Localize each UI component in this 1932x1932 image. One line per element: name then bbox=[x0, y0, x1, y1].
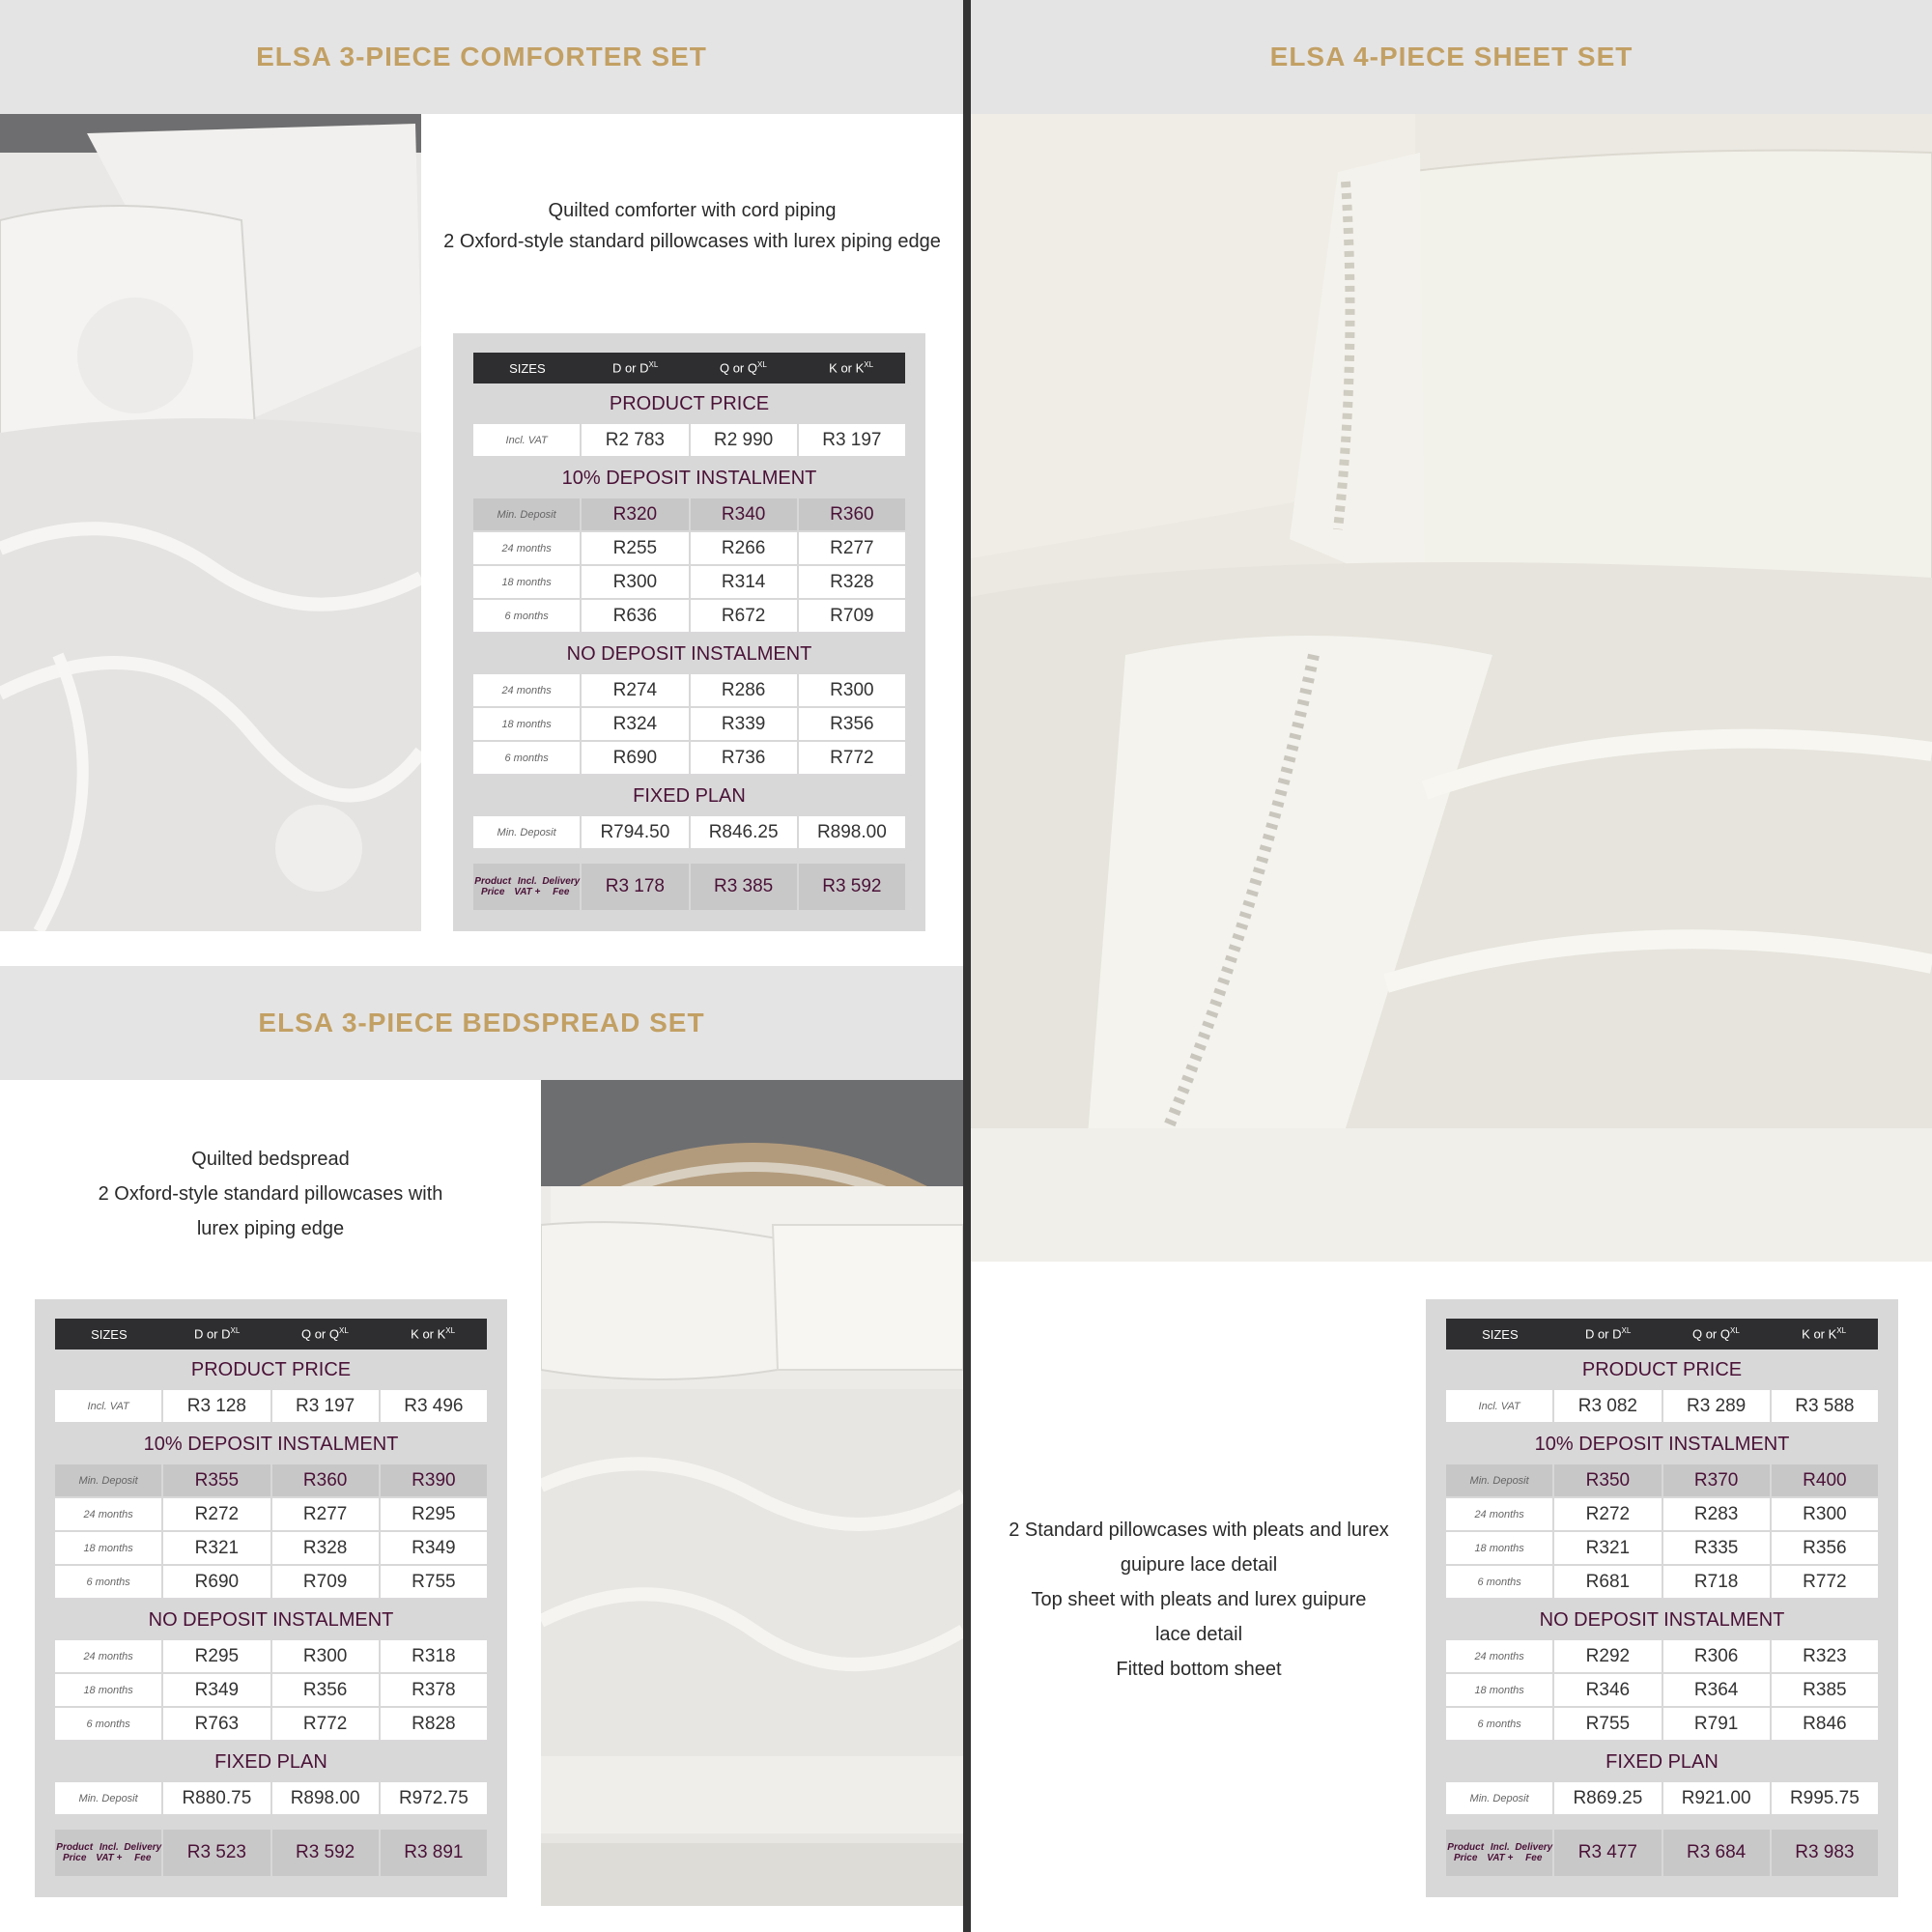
king-size-header-text: K or K bbox=[1802, 1326, 1837, 1342]
row-label: 18 months bbox=[1446, 1674, 1552, 1708]
price-cell: R356 bbox=[272, 1674, 379, 1708]
deposit-6-months-row bbox=[1446, 1566, 1878, 1600]
queen-size-header-text: Q or Q bbox=[300, 1326, 339, 1342]
price-cell: R370 bbox=[1663, 1464, 1770, 1498]
row-label: Min. Deposit bbox=[1446, 1464, 1552, 1498]
price-cell: R318 bbox=[381, 1640, 487, 1674]
no-deposit-18-months-row bbox=[55, 1674, 487, 1708]
king-size-header bbox=[1770, 1326, 1878, 1341]
total-price-cell: R3 385 bbox=[691, 864, 797, 910]
xl-superscript: XL bbox=[1836, 1326, 1847, 1336]
row-label: 24 months bbox=[473, 532, 580, 566]
price-cell: R349 bbox=[381, 1532, 487, 1566]
description-line: 2 Standard pillowcases with pleats and lurex bbox=[1009, 1520, 1389, 1541]
description-line: 2 Oxford-style standard pillowcases with lurex piping edge bbox=[443, 231, 941, 252]
total-price-cell: R3 178 bbox=[582, 864, 688, 910]
total-price-label bbox=[55, 1830, 161, 1876]
bedspread-title-band bbox=[0, 966, 963, 1080]
queen-size-header-text: Q or Q bbox=[719, 360, 757, 376]
price-cell: R355 bbox=[163, 1464, 270, 1498]
total-price-cell: R3 523 bbox=[163, 1830, 270, 1876]
king-size-header-text: K or K bbox=[411, 1326, 446, 1342]
price-cell: R2 990 bbox=[691, 424, 797, 458]
price-cell: R364 bbox=[1663, 1674, 1770, 1708]
row-label: 18 months bbox=[55, 1532, 161, 1566]
double-size-header-text: D or D bbox=[611, 360, 649, 376]
deposit-instalment-heading: 10% DEPOSIT INSTALMENT bbox=[143, 1433, 399, 1455]
row-label: Incl. VAT bbox=[55, 1390, 161, 1424]
xl-superscript: XL bbox=[445, 1326, 456, 1336]
deposit-instalment-heading: 10% DEPOSIT INSTALMENT bbox=[1534, 1433, 1790, 1455]
double-size-header bbox=[1554, 1326, 1662, 1341]
price-cell: R356 bbox=[1772, 1532, 1878, 1566]
bedspread-price-table bbox=[35, 1299, 507, 1897]
price-cell: R339 bbox=[691, 708, 797, 742]
price-cell: R3 496 bbox=[381, 1390, 487, 1424]
incl-vat-row bbox=[473, 424, 905, 458]
price-cell: R328 bbox=[272, 1532, 379, 1566]
product-price-heading: PRODUCT PRICE bbox=[1581, 1358, 1743, 1380]
comforter-price-table bbox=[453, 333, 925, 931]
no-deposit-instalment-heading: NO DEPOSIT INSTALMENT bbox=[566, 642, 812, 665]
price-cell: R286 bbox=[691, 674, 797, 708]
row-label: Incl. VAT bbox=[473, 424, 580, 458]
row-label: 18 months bbox=[473, 708, 580, 742]
total-price-label bbox=[1446, 1830, 1552, 1876]
xl-superscript: XL bbox=[648, 360, 659, 370]
comforter-title: ELSA 3-PIECE COMFORTER SET bbox=[256, 42, 707, 71]
price-cell: R295 bbox=[381, 1498, 487, 1532]
price-cell: R681 bbox=[1554, 1566, 1661, 1600]
description-line: Top sheet with pleats and lurex guipure bbox=[1031, 1589, 1367, 1610]
incl-vat-row bbox=[1446, 1390, 1878, 1424]
xl-superscript: XL bbox=[1621, 1326, 1632, 1336]
price-cell: R755 bbox=[1554, 1708, 1661, 1742]
price-cell: R340 bbox=[691, 498, 797, 532]
price-cell: R718 bbox=[1663, 1566, 1770, 1600]
no-deposit-instalment-heading: NO DEPOSIT INSTALMENT bbox=[1539, 1608, 1785, 1631]
price-cell: R324 bbox=[582, 708, 688, 742]
price-cell: R755 bbox=[381, 1566, 487, 1600]
deposit-instalment-heading: 10% DEPOSIT INSTALMENT bbox=[561, 467, 817, 489]
king-size-header-text: K or K bbox=[829, 360, 865, 376]
description-line: Fitted bottom sheet bbox=[1116, 1659, 1282, 1680]
product-price-heading: PRODUCT PRICE bbox=[609, 392, 770, 414]
price-cell: R772 bbox=[272, 1708, 379, 1742]
price-cell: R300 bbox=[272, 1640, 379, 1674]
total-price-label bbox=[473, 864, 580, 910]
bedspread-title: ELSA 3-PIECE BEDSPREAD SET bbox=[258, 1008, 705, 1037]
price-cell: R690 bbox=[163, 1566, 270, 1600]
no-deposit-6-months-row bbox=[55, 1708, 487, 1742]
sheet-price-table bbox=[1426, 1299, 1898, 1897]
queen-size-header bbox=[271, 1326, 380, 1341]
price-cell: R772 bbox=[1772, 1566, 1878, 1600]
price-cell: R880.75 bbox=[163, 1782, 270, 1816]
total-label-line: Product Price bbox=[474, 876, 512, 897]
total-label-line: Product Price bbox=[1447, 1842, 1485, 1863]
price-cell: R390 bbox=[381, 1464, 487, 1498]
price-cell: R272 bbox=[1554, 1498, 1661, 1532]
price-cell: R306 bbox=[1663, 1640, 1770, 1674]
row-label: Min. Deposit bbox=[473, 498, 580, 532]
price-cell: R772 bbox=[799, 742, 905, 776]
price-cell: R3 197 bbox=[272, 1390, 379, 1424]
sheet-title: ELSA 4-PIECE SHEET SET bbox=[1269, 42, 1634, 71]
fixed-plan-row bbox=[1446, 1782, 1878, 1816]
fixed-plan-heading: FIXED PLAN bbox=[633, 784, 746, 807]
row-label: Min. Deposit bbox=[55, 1782, 161, 1816]
price-cell: R335 bbox=[1663, 1532, 1770, 1566]
total-label-line: Delivery Fee bbox=[542, 876, 581, 897]
price-cell: R292 bbox=[1554, 1640, 1661, 1674]
fixed-plan-heading: FIXED PLAN bbox=[214, 1750, 327, 1773]
comforter-photo bbox=[0, 114, 421, 931]
fixed-plan-row bbox=[473, 816, 905, 850]
total-label-line: Incl. VAT + bbox=[96, 1842, 123, 1863]
price-cell: R690 bbox=[582, 742, 688, 776]
deposit-18-months-row bbox=[1446, 1532, 1878, 1566]
xl-superscript: XL bbox=[230, 1326, 241, 1336]
price-cell: R328 bbox=[799, 566, 905, 600]
min-deposit-row bbox=[1446, 1464, 1878, 1498]
price-cell: R274 bbox=[582, 674, 688, 708]
row-label: 24 months bbox=[55, 1498, 161, 1532]
price-cell: R349 bbox=[163, 1674, 270, 1708]
price-cell: R321 bbox=[1554, 1532, 1661, 1566]
double-size-header bbox=[163, 1326, 271, 1341]
row-label: 6 months bbox=[55, 1708, 161, 1742]
price-cell: R972.75 bbox=[381, 1782, 487, 1816]
sheet-title-band bbox=[971, 0, 1932, 114]
center-divider bbox=[963, 0, 971, 1932]
sheet-photo bbox=[971, 114, 1932, 1262]
price-cell: R869.25 bbox=[1554, 1782, 1661, 1816]
price-cell: R3 082 bbox=[1554, 1390, 1661, 1424]
xl-superscript: XL bbox=[756, 360, 767, 370]
price-cell: R385 bbox=[1772, 1674, 1878, 1708]
row-label: 6 months bbox=[473, 742, 580, 776]
total-price-cell: R3 592 bbox=[799, 864, 905, 910]
row-label: 6 months bbox=[55, 1566, 161, 1600]
deposit-24-months-row bbox=[1446, 1498, 1878, 1532]
price-cell: R255 bbox=[582, 532, 688, 566]
deposit-18-months-row bbox=[473, 566, 905, 600]
price-cell: R2 783 bbox=[582, 424, 688, 458]
comforter-title-band bbox=[0, 0, 963, 114]
price-cell: R277 bbox=[799, 532, 905, 566]
sizes-header-text: SIZES bbox=[1482, 1326, 1519, 1342]
total-label-line: Incl. VAT + bbox=[514, 876, 541, 897]
price-cell: R272 bbox=[163, 1498, 270, 1532]
fixed-plan-heading: FIXED PLAN bbox=[1605, 1750, 1719, 1773]
row-label: Min. Deposit bbox=[1446, 1782, 1552, 1816]
deposit-18-months-row bbox=[55, 1532, 487, 1566]
price-cell: R266 bbox=[691, 532, 797, 566]
queen-size-header bbox=[1662, 1326, 1771, 1341]
price-cell: R360 bbox=[799, 498, 905, 532]
price-cell: R378 bbox=[381, 1674, 487, 1708]
total-price-row bbox=[473, 864, 905, 910]
total-label-line: Incl. VAT + bbox=[1487, 1842, 1514, 1863]
row-label: Incl. VAT bbox=[1446, 1390, 1552, 1424]
price-cell: R300 bbox=[1772, 1498, 1878, 1532]
no-deposit-18-months-row bbox=[1446, 1674, 1878, 1708]
price-cell: R763 bbox=[163, 1708, 270, 1742]
no-deposit-instalment-heading: NO DEPOSIT INSTALMENT bbox=[148, 1608, 394, 1631]
description-line: Quilted bedspread bbox=[191, 1149, 350, 1170]
double-size-header-text: D or D bbox=[193, 1326, 231, 1342]
price-cell: R921.00 bbox=[1663, 1782, 1770, 1816]
row-label: 24 months bbox=[473, 674, 580, 708]
price-cell: R320 bbox=[582, 498, 688, 532]
price-cell: R346 bbox=[1554, 1674, 1661, 1708]
total-price-cell: R3 684 bbox=[1663, 1830, 1770, 1876]
description-line: lace detail bbox=[1154, 1624, 1243, 1645]
total-price-cell: R3 477 bbox=[1554, 1830, 1661, 1876]
row-label: 18 months bbox=[55, 1674, 161, 1708]
price-cell: R709 bbox=[799, 600, 905, 634]
comforter-description bbox=[421, 195, 963, 257]
sizes-header-row bbox=[55, 1319, 487, 1350]
price-cell: R636 bbox=[582, 600, 688, 634]
description-line: Quilted comforter with cord piping bbox=[548, 200, 837, 221]
price-cell: R323 bbox=[1772, 1640, 1878, 1674]
price-cell: R736 bbox=[691, 742, 797, 776]
product-price-heading: PRODUCT PRICE bbox=[190, 1358, 352, 1380]
price-cell: R321 bbox=[163, 1532, 270, 1566]
no-deposit-18-months-row bbox=[473, 708, 905, 742]
sizes-header-row bbox=[1446, 1319, 1878, 1350]
total-price-cell: R3 592 bbox=[272, 1830, 379, 1876]
xl-superscript: XL bbox=[864, 360, 874, 370]
sizes-header-text: SIZES bbox=[91, 1326, 128, 1342]
description-line: guipure lace detail bbox=[1120, 1554, 1278, 1576]
no-deposit-24-months-row bbox=[55, 1640, 487, 1674]
min-deposit-row bbox=[473, 498, 905, 532]
price-cell: R314 bbox=[691, 566, 797, 600]
price-cell: R3 588 bbox=[1772, 1390, 1878, 1424]
price-cell: R360 bbox=[272, 1464, 379, 1498]
double-size-header-text: D or D bbox=[1584, 1326, 1622, 1342]
row-label: 18 months bbox=[1446, 1532, 1552, 1566]
min-deposit-row bbox=[55, 1464, 487, 1498]
deposit-24-months-row bbox=[55, 1498, 487, 1532]
price-cell: R356 bbox=[799, 708, 905, 742]
bedspread-description bbox=[0, 1142, 541, 1246]
price-cell: R3 289 bbox=[1663, 1390, 1770, 1424]
price-cell: R995.75 bbox=[1772, 1782, 1878, 1816]
xl-superscript: XL bbox=[338, 1326, 349, 1336]
king-size-header bbox=[379, 1326, 487, 1341]
row-label: 6 months bbox=[473, 600, 580, 634]
price-cell: R300 bbox=[799, 674, 905, 708]
deposit-24-months-row bbox=[473, 532, 905, 566]
deposit-6-months-row bbox=[55, 1566, 487, 1600]
sizes-header bbox=[473, 361, 582, 376]
no-deposit-24-months-row bbox=[473, 674, 905, 708]
total-label-line: Product Price bbox=[56, 1842, 94, 1863]
price-cell: R794.50 bbox=[582, 816, 688, 850]
no-deposit-6-months-row bbox=[1446, 1708, 1878, 1742]
price-cell: R791 bbox=[1663, 1708, 1770, 1742]
row-label: Min. Deposit bbox=[473, 816, 580, 850]
king-size-header bbox=[797, 360, 905, 375]
price-cell: R3 128 bbox=[163, 1390, 270, 1424]
row-label: 24 months bbox=[1446, 1498, 1552, 1532]
price-cell: R898.00 bbox=[272, 1782, 379, 1816]
total-price-cell: R3 891 bbox=[381, 1830, 487, 1876]
price-cell: R672 bbox=[691, 600, 797, 634]
sizes-header bbox=[1446, 1327, 1554, 1342]
row-label: 6 months bbox=[1446, 1566, 1552, 1600]
queen-size-header bbox=[690, 360, 798, 375]
sizes-header-row bbox=[473, 353, 905, 384]
price-cell: R300 bbox=[582, 566, 688, 600]
total-price-cell: R3 983 bbox=[1772, 1830, 1878, 1876]
total-label-line: Delivery Fee bbox=[124, 1842, 162, 1863]
price-cell: R846.25 bbox=[691, 816, 797, 850]
price-cell: R295 bbox=[163, 1640, 270, 1674]
price-cell: R277 bbox=[272, 1498, 379, 1532]
price-cell: R350 bbox=[1554, 1464, 1661, 1498]
price-cell: R846 bbox=[1772, 1708, 1878, 1742]
row-label: 24 months bbox=[55, 1640, 161, 1674]
sheet-description bbox=[971, 1513, 1427, 1687]
price-cell: R3 197 bbox=[799, 424, 905, 458]
queen-size-header-text: Q or Q bbox=[1691, 1326, 1730, 1342]
xl-superscript: XL bbox=[1729, 1326, 1740, 1336]
price-cell: R898.00 bbox=[799, 816, 905, 850]
price-cell: R709 bbox=[272, 1566, 379, 1600]
fixed-plan-row bbox=[55, 1782, 487, 1816]
total-label-line: Delivery Fee bbox=[1515, 1842, 1553, 1863]
double-size-header bbox=[582, 360, 690, 375]
price-cell: R400 bbox=[1772, 1464, 1878, 1498]
total-price-row bbox=[1446, 1830, 1878, 1876]
sizes-header bbox=[55, 1327, 163, 1342]
bedspread-photo bbox=[541, 1080, 963, 1906]
sizes-header-text: SIZES bbox=[509, 360, 546, 376]
deposit-6-months-row bbox=[473, 600, 905, 634]
row-label: 6 months bbox=[1446, 1708, 1552, 1742]
total-price-row bbox=[55, 1830, 487, 1876]
description-line: lurex piping edge bbox=[196, 1218, 345, 1239]
price-cell: R283 bbox=[1663, 1498, 1770, 1532]
row-label: 24 months bbox=[1446, 1640, 1552, 1674]
row-label: 18 months bbox=[473, 566, 580, 600]
no-deposit-6-months-row bbox=[473, 742, 905, 776]
price-cell: R828 bbox=[381, 1708, 487, 1742]
row-label: Min. Deposit bbox=[55, 1464, 161, 1498]
incl-vat-row bbox=[55, 1390, 487, 1424]
no-deposit-24-months-row bbox=[1446, 1640, 1878, 1674]
description-line: 2 Oxford-style standard pillowcases with bbox=[98, 1183, 443, 1205]
